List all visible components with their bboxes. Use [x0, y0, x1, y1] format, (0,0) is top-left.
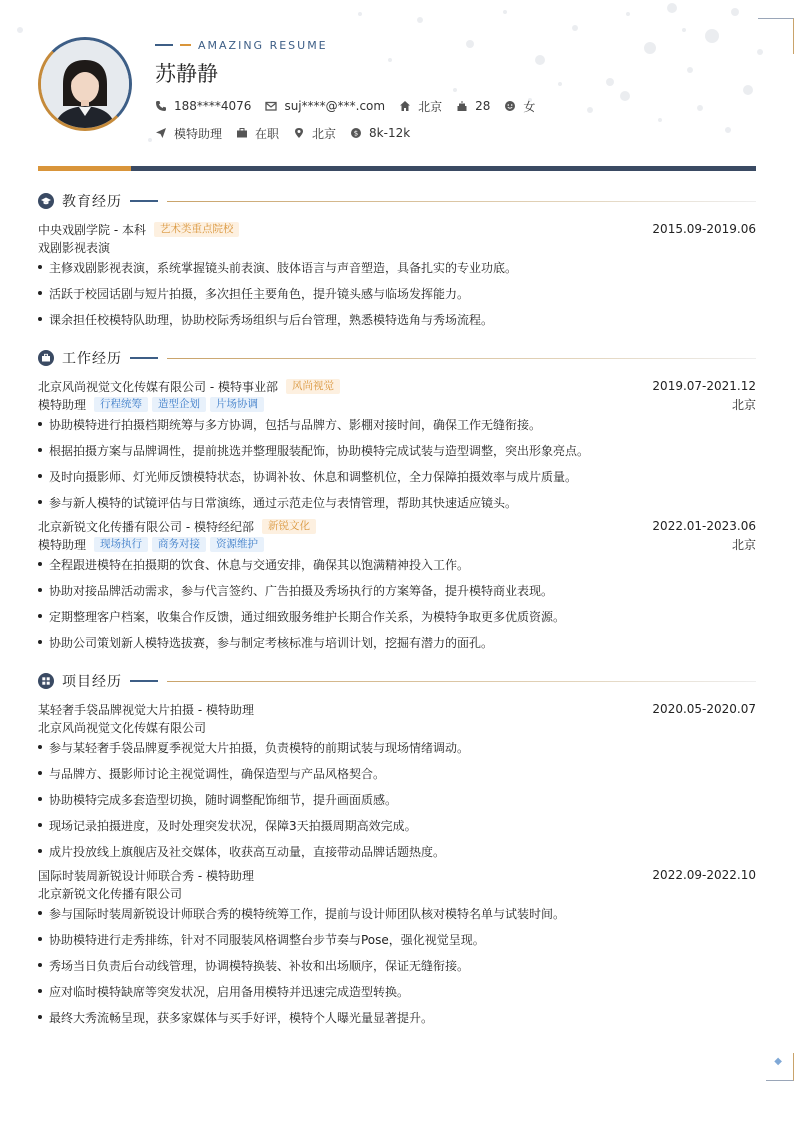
- section-title: 工作经历: [62, 351, 122, 367]
- target-city-item: [293, 125, 336, 142]
- corner-decoration-top: [758, 18, 794, 54]
- project-org-row: [38, 885, 756, 901]
- status-text: 在职: [255, 126, 280, 141]
- phone-icon: [155, 100, 167, 112]
- briefcase-icon: [38, 350, 54, 366]
- list-item: 协助模特进行走秀排练，针对不同服装风格调整台步节奏与Pose，强化视觉呈现。: [38, 931, 756, 947]
- cake-icon: [456, 100, 468, 112]
- tagline-line-orange: [180, 44, 191, 46]
- smile-icon: [504, 100, 516, 112]
- list-item: 活跃于校园话剧与短片拍摄，多次担任主要角色，提升镜头感与临场发挥能力。: [38, 285, 756, 301]
- project-section-header: [38, 672, 756, 690]
- list-item: 秀场当日负责后台动线管理，协调模特换装、补妆和出场顺序，保证无缝衔接。: [38, 957, 756, 973]
- city-item: [399, 98, 442, 115]
- list-item: 全程跟进模特在拍摄期的饮食、休息与交通安排，确保其以饱满精神投入工作。: [38, 556, 756, 572]
- tagline-line-navy: [155, 44, 173, 46]
- status-item: [236, 125, 279, 142]
- tagline-text: AMAZING RESUME: [198, 38, 328, 52]
- list-item: 协助模特完成多套造型切换，随时调整配饰细节，提升画面质感。: [38, 791, 756, 807]
- project-entry-header: [38, 867, 756, 883]
- job-target-item: [155, 125, 222, 142]
- gender-item: [504, 98, 535, 115]
- education-period: 2015.09-2019.06: [652, 222, 756, 236]
- graduation-cap-icon: [38, 193, 54, 209]
- send-icon: [155, 127, 167, 139]
- education-major-row: [38, 239, 756, 255]
- svg-text:$: $: [353, 129, 359, 138]
- work-section-header: [38, 349, 756, 367]
- age-text: 28: [475, 99, 491, 113]
- salary-text: 8k-12k: [369, 126, 411, 140]
- email-address: suj****@***.com: [284, 99, 386, 113]
- job-period: 2022.01-2023.06: [652, 519, 756, 533]
- list-item: 成片投放线上旗舰店及社交媒体，收获高互动量，直接带动品牌话题热度。: [38, 843, 756, 859]
- project-org: 北京新锐文化传播有限公司: [38, 886, 183, 901]
- job-city: 北京: [731, 537, 756, 552]
- city-text: 北京: [418, 99, 443, 114]
- job-role: 模特助理: [38, 537, 87, 552]
- job-role-row: [38, 396, 756, 412]
- major-name: 戏剧影视表演: [38, 240, 111, 255]
- job-intent-row: [155, 125, 424, 141]
- person-photo: [41, 40, 129, 128]
- list-item: 最终大秀流畅呈现，获多家媒体与买手好评，模特个人曝光量显著提升。: [38, 1009, 756, 1025]
- list-item: 主修戏剧影视表演，系统掌握镜头前表演、肢体语言与声音塑造，具备扎实的专业功底。: [38, 259, 756, 275]
- project-period: 2022.09-2022.10: [652, 868, 756, 882]
- job-role: 模特助理: [38, 397, 87, 412]
- skill-tag: 商务对接: [152, 537, 206, 552]
- home-icon: [399, 100, 411, 112]
- section-title-line: [167, 201, 756, 202]
- skill-tag: 行程统筹: [94, 397, 148, 412]
- project-entry-header: [38, 701, 756, 717]
- list-item: 课余担任校模特队助理，协助校际秀场组织与后台管理，熟悉模特选角与秀场流程。: [38, 311, 756, 327]
- avatar: [38, 37, 132, 131]
- target-city-text: 北京: [312, 126, 337, 141]
- grid-icon: [38, 673, 54, 689]
- salary-icon: [350, 127, 362, 139]
- list-item: 协助模特进行拍摄档期统筹与多方协调，包括与品牌方、影棚对接时间，确保工作无缝衔接。: [38, 416, 756, 432]
- location-icon: [293, 127, 305, 139]
- email-item: [265, 99, 385, 113]
- header-divider-bar: [38, 166, 756, 171]
- company-tag: 新锐文化: [262, 519, 316, 534]
- list-item: 协助对接品牌活动需求，参与代言签约、广告拍摄及秀场执行的方案筹备，提升模特商业表现。: [38, 582, 756, 598]
- diamond-icon: ◆: [774, 1056, 782, 1067]
- skill-tag: 资源维护: [210, 537, 264, 552]
- job-role-row: [38, 536, 756, 552]
- list-item: 及时向摄影师、灯光师反馈模特状态，协调补妆、休息和调整机位，全力保障拍摄效率与成片质量。: [38, 468, 756, 484]
- job-entry-header: [38, 378, 756, 394]
- job-period: 2019.07-2021.12: [652, 379, 756, 393]
- project-period: 2020.05-2020.07: [652, 702, 756, 716]
- list-item: 定期整理客户档案，收集合作反馈，通过细致服务维护长期合作关系，为模特争取更多优质资源。: [38, 608, 756, 624]
- school-tag: 艺术类重点院校: [154, 222, 240, 237]
- phone-number: 188****4076: [174, 99, 252, 113]
- briefcase-icon: [236, 127, 248, 139]
- company-name: 北京风尚视觉文化传媒有限公司 - 模特事业部: [38, 379, 278, 394]
- company-name: 北京新锐文化传播有限公司 - 模特经纪部: [38, 519, 254, 534]
- project-org-row: [38, 719, 756, 735]
- list-item: 根据拍摄方案与品牌调性，提前挑选并整理服装配饰，协助模特完成试装与造型调整，突出形象亮点。: [38, 442, 756, 458]
- education-entry-header: [38, 221, 756, 237]
- list-item: 现场记录拍摄进度，及时处理突发状况，保障3天拍摄周期高效完成。: [38, 817, 756, 833]
- section-title: 项目经历: [62, 674, 122, 690]
- company-tag: 风尚视觉: [286, 379, 340, 394]
- section-title-line: [167, 681, 756, 682]
- project-name: 某轻奢手袋品牌视觉大片拍摄 - 模特助理: [38, 702, 254, 717]
- school-name: 中央戏剧学院 - 本科: [38, 222, 146, 237]
- list-item: 协助公司策划新人模特选拔赛，参与制定考核标准与培训计划，挖掘有潜力的面孔。: [38, 634, 756, 650]
- project-org: 北京风尚视觉文化传媒有限公司: [38, 720, 207, 735]
- project-name: 国际时装周新锐设计师联合秀 - 模特助理: [38, 868, 254, 883]
- phone-item: [155, 99, 251, 113]
- job-city: 北京: [731, 397, 756, 412]
- resume-tagline: [155, 39, 328, 51]
- section-title: 教育经历: [62, 194, 122, 210]
- list-item: 应对临时模特缺席等突发状况，启用备用模特并迅速完成造型转换。: [38, 983, 756, 999]
- list-item: 参与国际时装周新锐设计师联合秀的模特统筹工作，提前与设计师团队核对模特名单与试装时间。: [38, 905, 756, 921]
- gender-text: 女: [523, 99, 536, 114]
- list-item: 参与新人模特的试镜评估与日常演练，通过示范走位与表情管理，帮助其快速适应镜头。: [38, 494, 756, 510]
- job-entry-header: [38, 518, 756, 534]
- section-title-dash: [130, 200, 158, 202]
- list-item: 参与某轻奢手袋品牌夏季视觉大片拍摄，负责模特的前期试装与现场情绪调动。: [38, 739, 756, 755]
- candidate-name: 苏静静: [155, 62, 218, 86]
- section-title-line: [167, 358, 756, 359]
- header-divider-accent: [38, 166, 131, 171]
- skill-tag: 现场执行: [94, 537, 148, 552]
- skill-tag: 造型企划: [152, 397, 206, 412]
- mail-icon: [265, 100, 277, 112]
- section-title-dash: [130, 680, 158, 682]
- education-section-header: [38, 192, 756, 210]
- skill-tag: 片场协调: [210, 397, 264, 412]
- list-item: 与品牌方、摄影师讨论主视觉调性，确保造型与产品风格契合。: [38, 765, 756, 781]
- section-title-dash: [130, 357, 158, 359]
- salary-item: [350, 126, 410, 140]
- contact-info-row: [155, 98, 549, 114]
- age-item: [456, 99, 490, 113]
- job-target-text: 模特助理: [174, 126, 223, 141]
